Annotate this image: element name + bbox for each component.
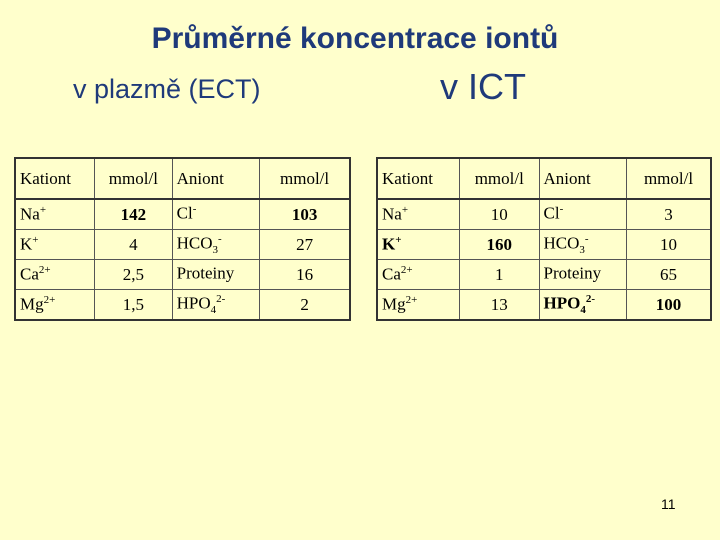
table-row [15, 260, 350, 290]
cation-value: 2,5 [95, 260, 173, 290]
anion-value: 16 [260, 260, 350, 290]
anion-cell: Proteiny [539, 260, 627, 290]
cation-cell: Na+ [15, 199, 95, 230]
anion-cell: Proteiny [172, 260, 260, 290]
anion-value: 65 [627, 260, 711, 290]
cation-value: 10 [460, 199, 540, 230]
header-aniont: Aniont [539, 158, 627, 199]
ect-table [14, 157, 351, 321]
header-mmol: mmol/l [260, 158, 350, 199]
cation-value: 4 [95, 230, 173, 260]
anion-value: 103 [260, 199, 350, 230]
ect-header-row [15, 158, 350, 199]
anion-value: 10 [627, 230, 711, 260]
table-row [377, 230, 711, 260]
cation-cell: $Mg^{2+}$ [15, 290, 95, 321]
cation-cell: K+ [15, 230, 95, 260]
anion-value: 100 [627, 290, 711, 321]
ict-header-row [377, 158, 711, 199]
anion-value: 27 [260, 230, 350, 260]
cation-cell: $Ca^{2+}$ [377, 260, 460, 290]
cation-cell: $Mg^{2+}$ [377, 290, 460, 321]
anion-cell: Cl- [539, 199, 627, 230]
anion-cell: $HPO_4^{2-}$ [539, 290, 627, 321]
anion-value: 3 [627, 199, 711, 230]
ict-table [376, 157, 712, 321]
cation-value: 142 [95, 199, 173, 230]
table-row [377, 290, 711, 321]
page-number: 11 [661, 496, 676, 512]
table-row [15, 290, 350, 321]
anion-cell: Cl- [172, 199, 260, 230]
header-kationt: Kationt [15, 158, 95, 199]
header-kationt: Kationt [377, 158, 460, 199]
cation-value: 13 [460, 290, 540, 321]
table-row [377, 260, 711, 290]
anion-value: 2 [260, 290, 350, 321]
header-mmol: mmol/l [460, 158, 540, 199]
cation-cell: Na+ [377, 199, 460, 230]
cation-value: 1 [460, 260, 540, 290]
anion-cell: $HPO_4^{2-}$ [172, 290, 260, 321]
cation-value: 1,5 [95, 290, 173, 321]
anion-cell: $HCO_3^-$ [172, 230, 260, 260]
table-row [15, 230, 350, 260]
subtitle-ect: v plazmě (ECT) [73, 74, 261, 104]
slide-title: Průměrné koncentrace iontů [151, 22, 559, 55]
header-mmol: mmol/l [627, 158, 711, 199]
cation-cell: K+ [377, 230, 460, 260]
cation-value: 160 [460, 230, 540, 260]
cation-cell: $Ca^{2+}$ [15, 260, 95, 290]
header-aniont: Aniont [172, 158, 260, 199]
subtitle-ict: v ICT [440, 66, 526, 107]
table-row [377, 199, 711, 230]
table-row [15, 199, 350, 230]
header-mmol: mmol/l [95, 158, 173, 199]
anion-cell: $HCO_3^-$ [539, 230, 627, 260]
